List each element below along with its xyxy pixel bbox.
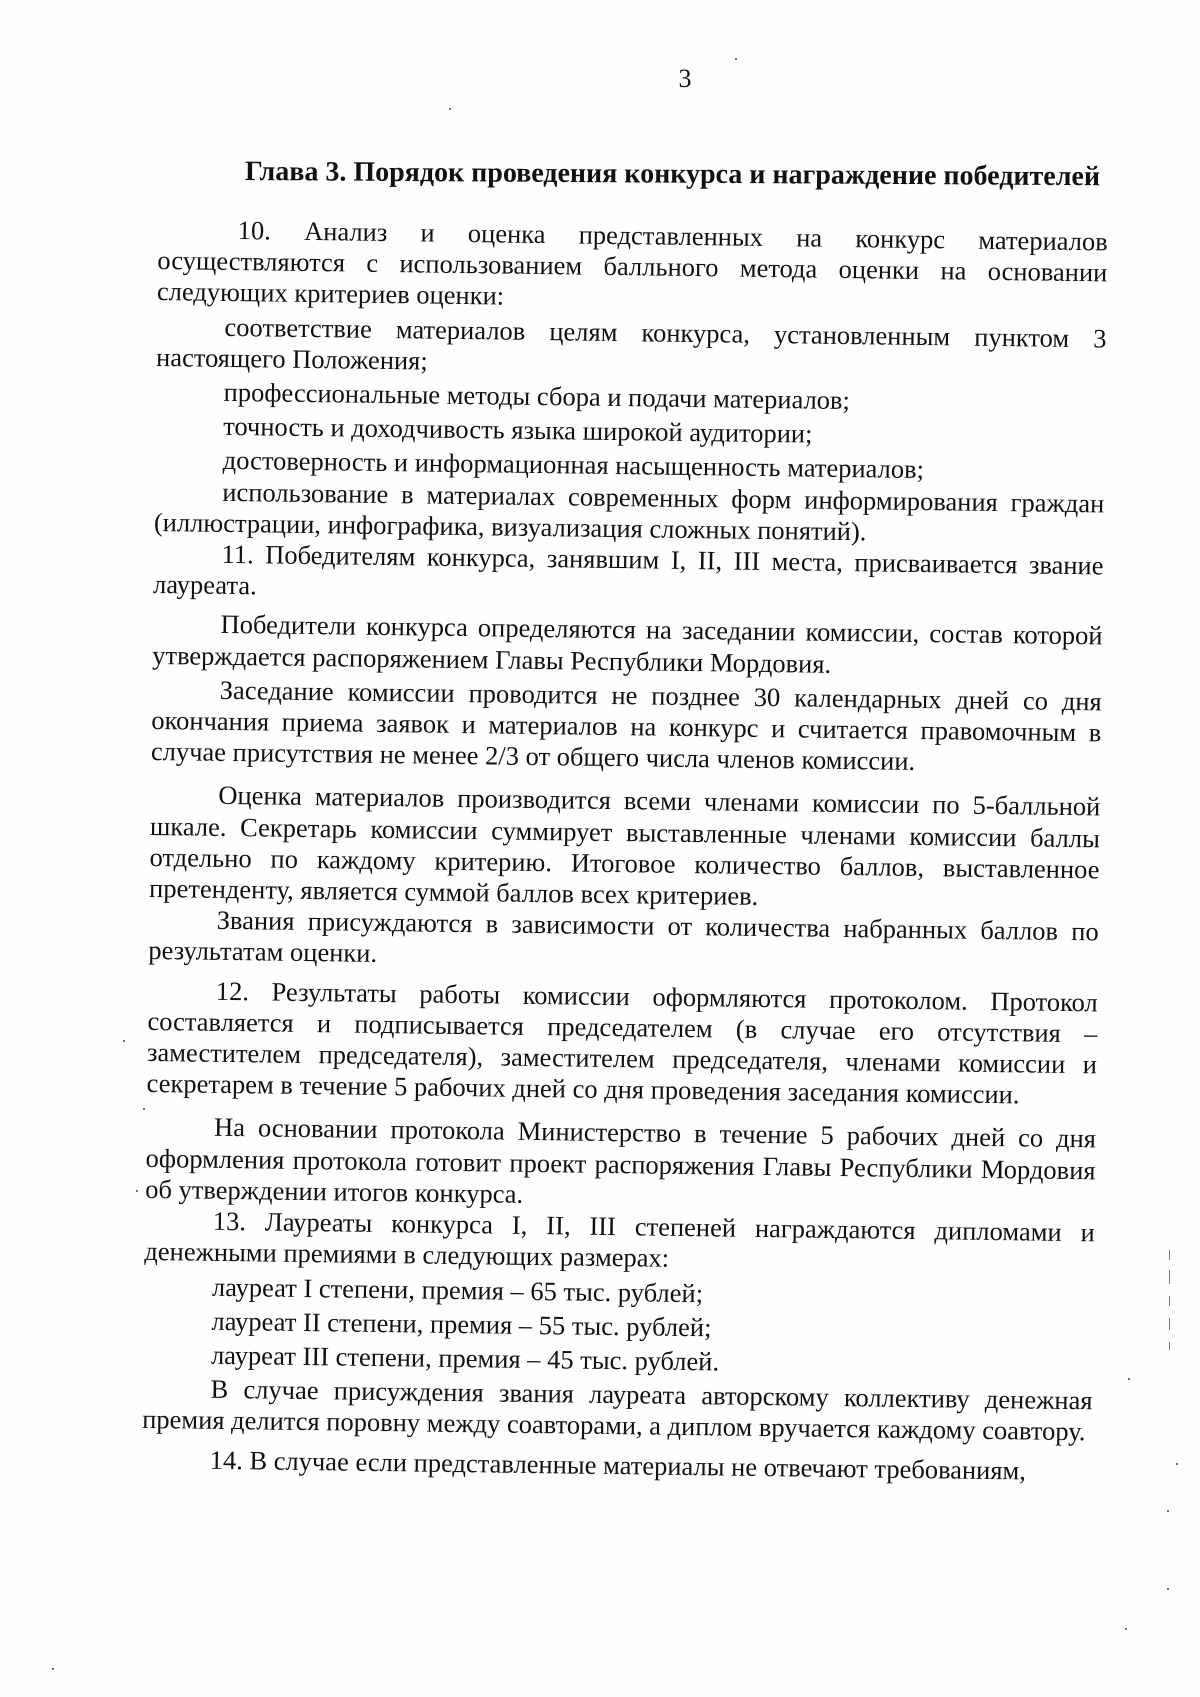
scan-speck xyxy=(1125,1628,1127,1630)
page-number: 3 xyxy=(678,64,692,93)
scan-speck xyxy=(52,1668,54,1670)
prize-first-degree: лауреат I степени, премия – 65 тыс. рублей; xyxy=(211,1271,704,1308)
criterion-modern-forms: использование в материалах современных форм информирования граждан (иллюстрации, инфографика, визуализация сложных понятий). xyxy=(153,476,1105,547)
scan-speck xyxy=(735,58,737,60)
document-body xyxy=(141,214,1107,1487)
paragraph-13: 13. Лауреаты конкурса I, II, III степеней награждаются дипломами и денежными премиями в следующих размерах: xyxy=(144,1205,1095,1274)
scan-mark xyxy=(1169,1296,1170,1306)
scan-speck xyxy=(449,108,451,110)
scan-speck xyxy=(1176,1463,1178,1465)
scan-speck xyxy=(1167,1588,1169,1590)
paragraph-11-meeting: Заседание комиссии проводится не позднее 30 календарных дней со дня окончания приема заявок и материалов на конкурс и считается правомочным в случае присутствия не менее 2/3 от общего числа членов комиссии. xyxy=(150,674,1102,777)
criterion-goals: соответствие материалов целям конкурса, установленным пунктом 3 настоящего Положения; xyxy=(155,311,1107,376)
prize-third-degree: лауреат III степени, премия – 45 тыс. рублей. xyxy=(210,1339,720,1377)
scan-speck xyxy=(123,1040,125,1042)
scan-mark xyxy=(1169,1342,1170,1350)
chapter-title: Глава 3. Порядок проведения конкурса и награждение победителей xyxy=(244,155,1101,193)
paragraph-11-evaluation: Оценка материалов производится всеми членами комиссии по 5-балльной шкале. Секретарь комиссии суммирует выставленные членами комиссии баллы отдельно по каждому критерию. Итоговое количество баллов, выставленное претенденту, является суммой баллов всех критериев. xyxy=(148,780,1101,911)
paragraph-11: 11. Победителям конкурса, занявшим I, II, III места, присваивается звание лауреата. xyxy=(152,538,1104,601)
paragraph-10: 10. Анализ и оценка представленных на конкурс материалов осуществляются с использованием балльного метода оценки на основании следующих критериев оценки: xyxy=(156,215,1108,311)
criterion-methods: профессиональные методы сбора и подачи материалов; xyxy=(223,376,851,416)
paragraph-14: 14. В случае если представленные материалы не отвечают требованиям, xyxy=(209,1444,1027,1485)
scan-speck xyxy=(143,1108,145,1110)
criterion-reliability: достоверность и информационная насыщенность материалов; xyxy=(222,445,925,485)
paragraph-11-titles: Звания присуждаются в зависимости от количества набранных баллов по результатам оценки. xyxy=(148,905,1099,969)
paragraph-11-winners: Победители конкурса определяются на заседании комиссии, состав которой утверждается распоряжением Главы Республики Мордовия. xyxy=(152,609,1103,679)
scan-mark xyxy=(1169,1270,1170,1284)
paragraph-13-collective: В случае присуждения звания лауреата авторскому коллективу денежная премия делится поровну между соавторами, а диплом вручается каждому соавтору. xyxy=(142,1373,1093,1447)
scan-speck xyxy=(1167,1510,1169,1512)
paragraph-12-protocol: На основании протокола Министерство в течение 5 рабочих дней со дня оформления протокола готовит проект распоряжения Главы Республики Мордовия об утверждении итогов конкурса. xyxy=(145,1112,1097,1209)
prize-second-degree: лауреат II степени, премия – 55 тыс. рублей; xyxy=(211,1305,712,1343)
paragraph-12: 12. Результаты работы комиссии оформляются протоколом. Протокол составляется и подписывается председателем (в случае его отсутствия – заместителем председателя), заместителем председателя, членами комиссии и секретарем в течение 5 рабочих дней со дня проведения заседания комиссии. xyxy=(146,975,1098,1110)
scan-mark xyxy=(1169,1318,1170,1330)
criterion-language: точность и доходчивость языка широкой аудитории; xyxy=(223,411,813,449)
scan-speck xyxy=(136,1190,138,1192)
scan-mark xyxy=(1169,1250,1170,1260)
scan-speck xyxy=(1128,1378,1130,1380)
